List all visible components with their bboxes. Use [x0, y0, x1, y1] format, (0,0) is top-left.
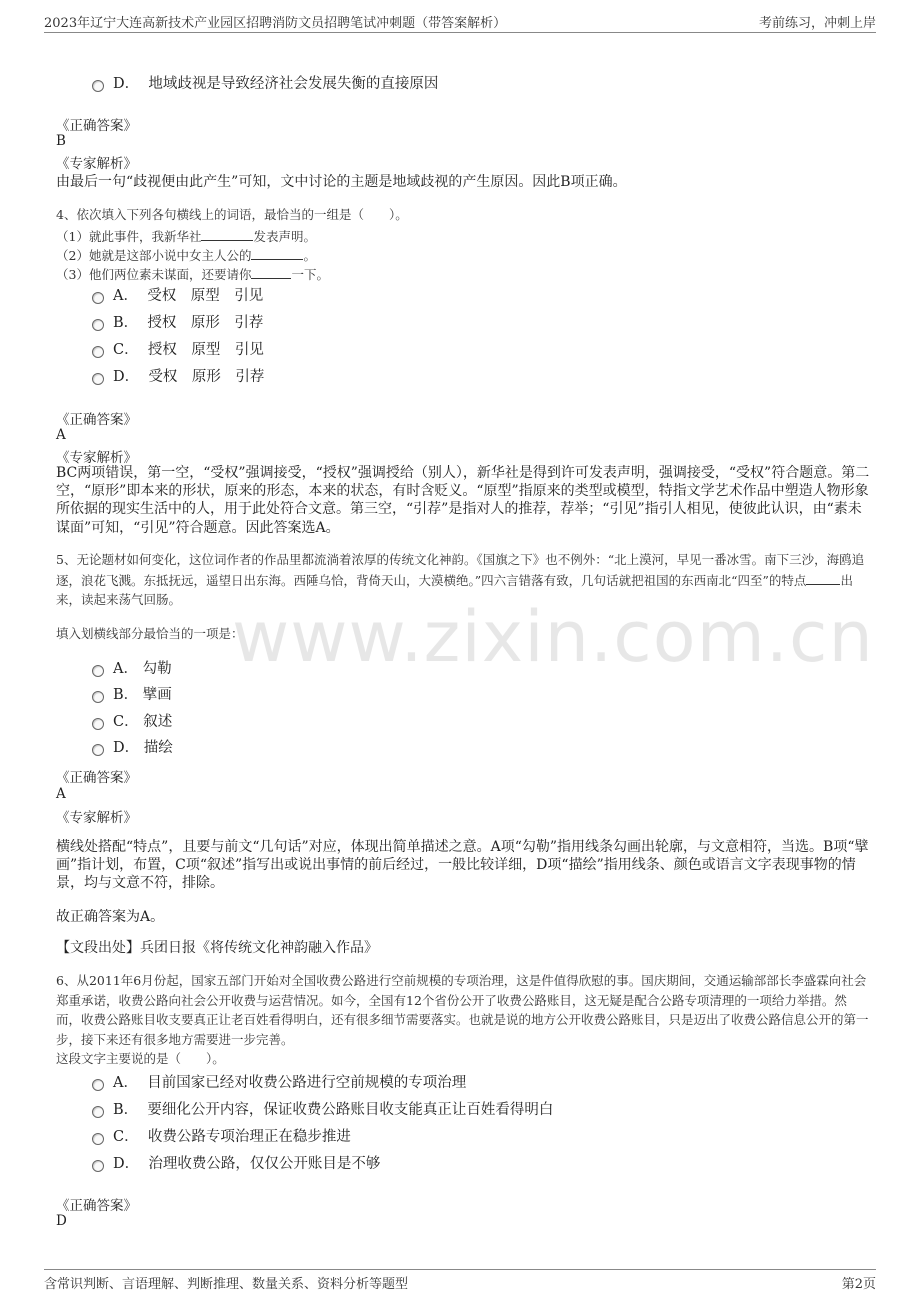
q5-conclusion: 故正确答案为A。 — [56, 909, 165, 925]
q4-option-a[interactable]: A． 受权 原型 引见 — [92, 284, 263, 306]
radio-icon[interactable] — [92, 691, 104, 703]
radio-icon[interactable] — [92, 1106, 104, 1118]
q4-sentence-1: （1）就此事件，我新华社 发表声明。 — [56, 226, 316, 245]
q3-option-d[interactable]: D． 地域歧视是导致经济社会发展失衡的直接原因 — [92, 72, 438, 94]
q4-answer-label: 《正确答案》 — [56, 412, 137, 428]
q4-option-b[interactable]: B． 授权 原形 引荐 — [92, 311, 263, 333]
radio-icon[interactable] — [92, 80, 104, 92]
q6-answer-label: 《正确答案》 — [56, 1198, 137, 1214]
q4-stem: 4、依次填入下列各句横线上的词语，最恰当的一组是（ ）。 — [56, 207, 408, 222]
q4-analysis-label: 《专家解析》 — [56, 450, 137, 466]
q5-answer: A — [56, 786, 66, 802]
q5-prompt: 填入划横线部分最恰当的一项是： — [56, 626, 244, 641]
q6-option-b[interactable]: B． 要细化公开内容，保证收费公路账目收支能真正让百姓看得明白 — [92, 1098, 553, 1120]
q6-answer: D — [56, 1213, 67, 1229]
radio-icon[interactable] — [92, 744, 104, 756]
q3-answer-label: 《正确答案》 — [56, 118, 137, 134]
footer-note: 含常识判断、言语理解、判断推理、数量关系、资料分析等题型 — [44, 1277, 409, 1292]
page-footer — [44, 1269, 876, 1294]
radio-icon[interactable] — [92, 1079, 104, 1091]
q6-option-d[interactable]: D． 治理收费公路，仅仅公开账目是不够 — [92, 1152, 380, 1174]
radio-icon[interactable] — [92, 292, 104, 304]
q6-option-a[interactable]: A． 目前国家已经对收费公路进行空前规模的专项治理 — [92, 1071, 466, 1093]
q3-analysis: 由最后一句“歧视便由此产生”可知，文中讨论的主题是地域歧视的产生原因。因此B项正确。 — [56, 174, 627, 190]
radio-icon[interactable] — [92, 665, 104, 677]
q4-analysis: BC两项错误，第一空，“受权”强调接受，“授权”强调授给（别人），新华社是得到许可发表声明，强调接受，“受权”符合题意。第二空，“原形”即本来的形状，原来的形态，本来的状态，有时含贬义。“原型”指原来的类型或模型，特指文学艺术作品中塑造人物形象所依据的现实生活中的人，用于此处符合文意。第三空，“引荐”是指对人的推荐，荐举；“引见”指引人相见，使彼此认识，由“素未谋面”可知，“引见”符合题意。因此答案选A。 — [56, 465, 870, 536]
q6-stem: 6、从2011年6月份起，国家五部门开始对全国收费公路进行空前规模的专项治理，这是件值得欣慰的事。国庆期间，交通运输部部长李盛霖向社会郑重承诺，收费公路向社会公开收费与运营情况。如今，全国有12个省份公开了收费公路账目，这无疑是配合公路专项清理的一项给力举措。然而，收费公路账目收支要真正让老百姓看得明白，还有很多细节需要落实。也就是说的地方公开收费公路账目，只是迈出了收费公路信息公开的第一步，接下来还有很多地方需要进一步完善。 — [56, 973, 869, 1047]
radio-icon[interactable] — [92, 1133, 104, 1145]
q5-source: 【文段出处】兵团日报《将传统文化神韵融入作品》 — [56, 940, 378, 956]
header-slogan: 考前练习，冲刺上岸 — [758, 16, 876, 31]
radio-icon[interactable] — [92, 718, 104, 730]
q5-analysis: 横线处搭配“特点”，且要与前文“几句话”对应，体现出简单描述之意。A项“勾勒”指用线条勾画出轮廓，与文意相符，当选。B项“擘画”指计划，布置，C项“叙述”指写出或说出事情的前后经过，一般比较详细，D项“描绘”指用线条、颜色或语言文字表现事物的情景，均与文意不符，排除。 — [56, 839, 869, 892]
q3-analysis-label: 《专家解析》 — [56, 156, 137, 172]
page-number: 第2页 — [841, 1277, 876, 1292]
q6-option-c[interactable]: C． 收费公路专项治理正在稳步推进 — [92, 1125, 351, 1147]
radio-icon[interactable] — [92, 346, 104, 358]
q6-question: 这段文字主要说的是（ ）。 — [56, 1051, 225, 1066]
q5-answer-label: 《正确答案》 — [56, 770, 137, 786]
radio-icon[interactable] — [92, 319, 104, 331]
q3-answer: B — [56, 133, 66, 149]
q5-option-c[interactable]: C． 叙述 — [92, 710, 172, 732]
q4-option-d[interactable]: D． 受权 原形 引荐 — [92, 365, 264, 387]
q5-analysis-label: 《专家解析》 — [56, 810, 137, 826]
q5-option-d[interactable]: D． 描绘 — [92, 736, 173, 758]
q5-option-a[interactable]: A． 勾勒 — [92, 657, 172, 679]
page-header — [44, 10, 876, 33]
q4-option-c[interactable]: C． 授权 原型 引见 — [92, 338, 264, 360]
q5-option-b[interactable]: B． 擘画 — [92, 683, 172, 705]
radio-icon[interactable] — [92, 1160, 104, 1172]
radio-icon[interactable] — [92, 373, 104, 385]
q4-answer: A — [56, 427, 66, 443]
watermark: www.zixin.com.cn — [232, 596, 874, 678]
document-title: 2023年辽宁大连高新技术产业园区招聘消防文员招聘笔试冲刺题（带答案解析） — [44, 16, 507, 31]
q4-sentence-2: （2）她就是这部小说中女主人公的 。 — [56, 245, 316, 264]
q5-stem: 5、无论题材如何变化，这位词作者的作品里都流淌着浓厚的传统文化神韵。《国旗之下》也不例外：“北上漠河，早见一番冰雪。南下三沙，海鸥追逐，浪花飞溅。东抵抚远，遥望日出东海。西陲乌恰，背倚天山，大漠横绝。”四六言错落有致，几句话就把祖国的东西南北“四至”的特点 出来，读起来荡气回肠。 — [56, 552, 865, 608]
q4-sentence-3: （3）他们两位素未谋面，还要请你 一下。 — [56, 264, 329, 283]
